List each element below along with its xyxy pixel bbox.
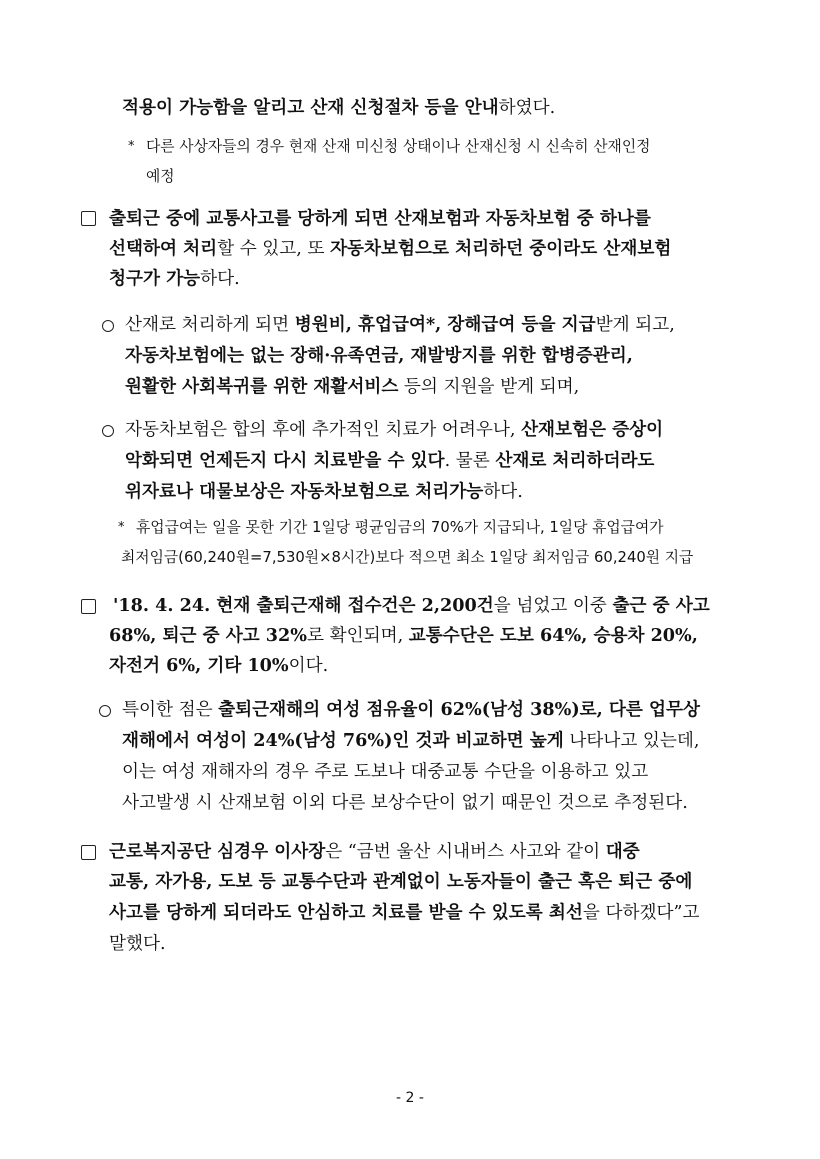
text-run: 하다. bbox=[483, 482, 523, 502]
section1-bullet1-line-3 bbox=[125, 375, 579, 399]
text-run: 선택하여 처리 bbox=[109, 238, 218, 259]
section2-bullet1-line-2 bbox=[122, 729, 699, 753]
text-run: '18. 4. 24. 현재 출퇴근재해 접수건은 2,200건 bbox=[113, 595, 494, 616]
section1-note-line-1: 휴업급여는 일을 못한 기간 1일당 평균임금의 70%가 지급되나, 1일당 휴업급여가 bbox=[136, 519, 664, 536]
section1-bullet2-line-2 bbox=[125, 449, 654, 473]
text-run: 68%, 퇴근 중 사고 32% bbox=[109, 625, 308, 646]
text-run: 나타나고 있는데, bbox=[563, 731, 700, 751]
text-run: 위자료나 대물보상은 자동차보험으로 처리가능 bbox=[125, 481, 484, 502]
section1-bullet2-line-1 bbox=[125, 418, 663, 442]
text-run: 하였다. bbox=[498, 98, 556, 118]
note-asterisk: * bbox=[128, 139, 135, 154]
text-run: 말했다. bbox=[109, 934, 166, 954]
text-run: 자동차보험에는 없는 장해·유족연금, 재발방지를 위한 합병증관리, bbox=[125, 345, 633, 366]
section2-line-1 bbox=[113, 594, 710, 618]
text-run: 교통, 자가용, 도보 등 교통수단과 관계없이 노동자들이 출근 혹은 퇴근 중에 bbox=[109, 871, 693, 892]
section1-bullet1-line-2 bbox=[125, 344, 633, 368]
text-run: 을 다하겠다”고 bbox=[582, 903, 700, 923]
text-run: 대중 bbox=[605, 841, 640, 862]
text-run: 악화되면 언제든지 다시 치료받을 수 있다 bbox=[125, 450, 445, 471]
section2-bullet1-line-4 bbox=[122, 791, 688, 815]
text-run: 교통수단은 도보 64%, 승용차 20%, bbox=[408, 625, 698, 646]
section3-line-1 bbox=[109, 840, 640, 864]
text-run: 산재로 처리하게 되면 bbox=[125, 315, 295, 335]
text-run: 할 수 있고, 또 bbox=[217, 239, 331, 259]
section2-bullet1-line-1 bbox=[122, 698, 700, 722]
section2-line-2 bbox=[109, 624, 698, 648]
text-run: 받게 되고, bbox=[595, 315, 675, 335]
section1-line-2 bbox=[109, 237, 671, 261]
checkbox-bullet-icon bbox=[81, 599, 96, 614]
intro-note-line-2: 예정 bbox=[146, 168, 175, 185]
circle-bullet-icon bbox=[102, 425, 114, 437]
text-run: 자동차보험으로 처리하던 중이라도 산재보험 bbox=[330, 238, 672, 259]
text-run: 출퇴근재해의 여성 점유율이 62%(남성 38%)로, 다른 업무상 bbox=[218, 699, 701, 720]
section1-bullet1-line-1 bbox=[125, 313, 675, 337]
section1-note-line-2: 최저임금(60,240원=7,530원×8시간)보다 적으면 최소 1일당 최저임금 60,240원 지급 bbox=[121, 549, 694, 566]
text-run: 이다. bbox=[288, 656, 329, 676]
section3-line-4 bbox=[109, 932, 166, 956]
text-run: 등의 지원을 받게 되며, bbox=[398, 377, 580, 397]
text-run: 로 확인되며, bbox=[307, 626, 409, 646]
text-run: 자전거 6%, 기타 10% bbox=[109, 655, 289, 676]
text-run: 이는 여성 재해자의 경우 주로 도보나 대중교통 수단을 이용하고 있고 bbox=[122, 762, 649, 782]
text-run: 사고발생 시 산재보험 이외 다른 보상수단이 없기 때문인 것으로 추정된다. bbox=[122, 793, 688, 813]
text-run: 자동차보험은 합의 후에 추가적인 치료가 어려우나, bbox=[125, 420, 522, 440]
section3-line-2 bbox=[109, 870, 692, 894]
circle-bullet-icon bbox=[102, 320, 114, 332]
text-run: 산재로 처리하더라도 bbox=[495, 450, 655, 471]
text-run: 산재보험은 증상이 bbox=[521, 419, 664, 440]
text-run: 은 “금번 울산 시내버스 사고와 같이 bbox=[325, 842, 606, 862]
checkbox-bullet-icon bbox=[81, 845, 96, 860]
intro-line-1 bbox=[122, 96, 555, 120]
text-run: . 물론 bbox=[444, 451, 496, 471]
page-number: - 2 - bbox=[396, 1090, 424, 1106]
text-run: 하다. bbox=[200, 269, 240, 289]
text-run: 출퇴근 중에 교통사고를 당하게 되면 산재보험과 자동차보험 중 하나를 bbox=[109, 208, 651, 229]
checkbox-bullet-icon bbox=[81, 211, 96, 226]
text-run: 근로복지공단 심경우 이사장 bbox=[109, 841, 326, 862]
text-run: 적용이 가능함을 알리고 산재 신청절차 등을 안내 bbox=[122, 97, 499, 118]
text-run: 을 넘었고 이중 bbox=[493, 596, 613, 616]
section2-line-3 bbox=[109, 654, 328, 678]
text-run: 원활한 사회복귀를 위한 재활서비스 bbox=[125, 376, 399, 397]
note-asterisk: * bbox=[118, 520, 125, 535]
text-run: 재해에서 여성이 24%(남성 76%)인 것과 비교하면 높게 bbox=[122, 730, 564, 751]
text-run: 출근 중 사고 bbox=[612, 595, 710, 616]
section1-line-3 bbox=[109, 267, 240, 291]
section3-line-3 bbox=[109, 901, 699, 925]
section1-bullet2-line-3 bbox=[125, 480, 523, 504]
text-run: 병원비, 휴업급여*, 장해급여 등을 지급 bbox=[294, 314, 596, 335]
section2-bullet1-line-3 bbox=[122, 760, 648, 784]
section1-line-1 bbox=[109, 207, 651, 231]
text-run: 특이한 점은 bbox=[122, 700, 219, 720]
text-run: 청구가 가능 bbox=[109, 268, 201, 289]
text-run: 사고를 당하게 되더라도 안심하고 치료를 받을 수 있도록 최선 bbox=[109, 902, 583, 923]
intro-note-line-1: 다른 사상자들의 경우 현재 산재 미신청 상태이나 산재신청 시 신속히 산재인정 bbox=[146, 138, 651, 155]
circle-bullet-icon bbox=[99, 705, 111, 717]
